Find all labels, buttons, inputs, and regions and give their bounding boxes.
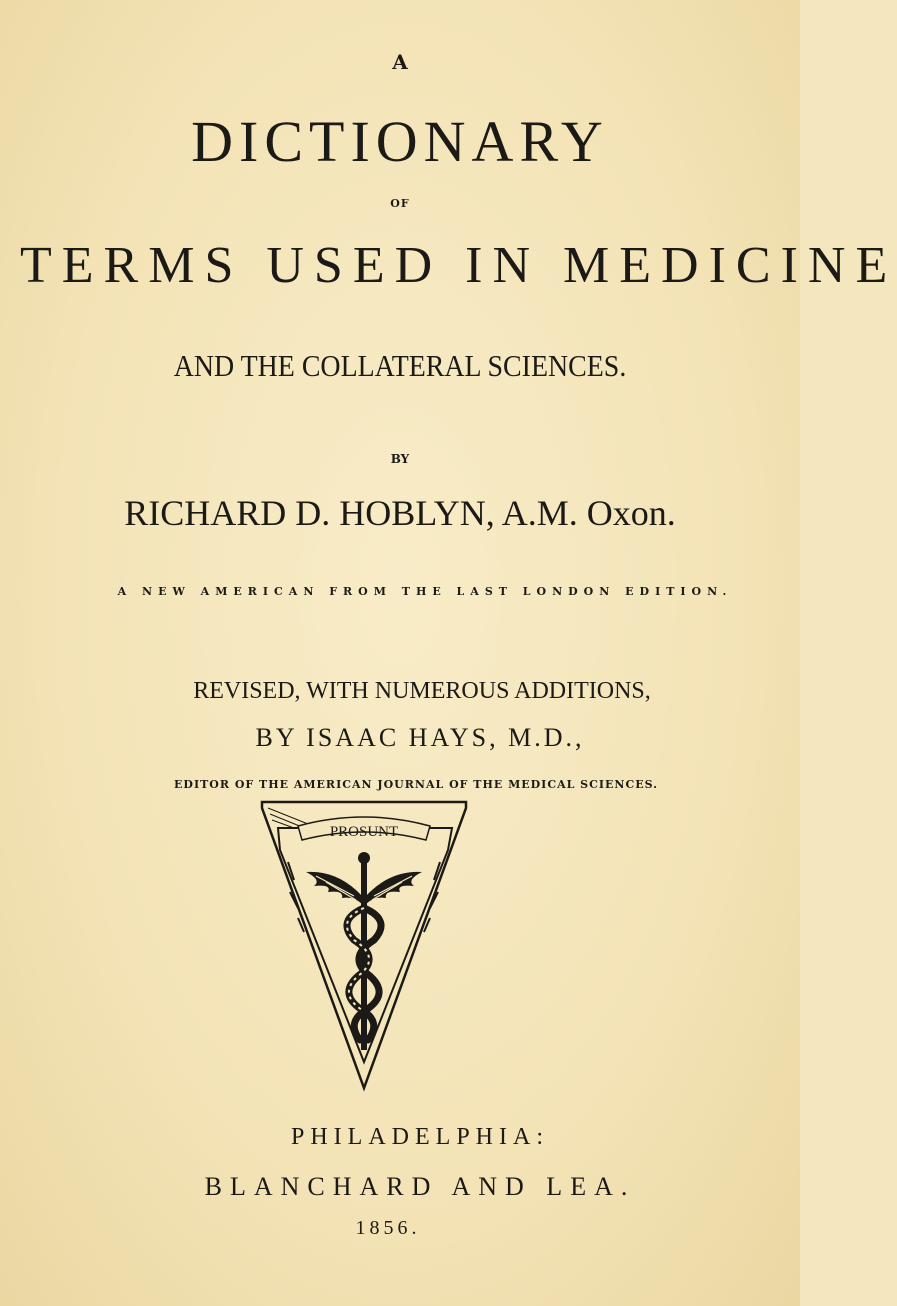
imprint-publisher: BLANCHARD AND LEA. [204, 1172, 636, 1201]
editor-name: BY ISAAC HAYS, M.D., [255, 723, 585, 752]
imprint-city: PHILADELPHIA: [291, 1124, 549, 1150]
publisher-emblem [258, 800, 470, 1090]
book-title: DICTIONARY [191, 109, 609, 174]
by-label: BY [390, 452, 410, 466]
edition-statement: A NEW AMERICAN FROM THE LAST LONDON EDITION. [117, 585, 733, 598]
editor-role: EDITOR OF THE AMERICAN JOURNAL OF THE MEDICAL SCIENCES. [174, 778, 658, 791]
book-subtitle-secondary: AND THE COLLATERAL SCIENCES. [173, 348, 627, 383]
title-article: A [392, 50, 408, 74]
imprint-year: 1856. [355, 1217, 421, 1239]
emblem-motto: PROSUNT [329, 824, 399, 840]
author-name: RICHARD D. HOBLYN, A.M. Oxon. [124, 493, 676, 533]
title-connector: OF [390, 197, 410, 210]
book-subtitle: TERMS USED IN MEDICINE [20, 237, 897, 294]
revision-statement: REVISED, WITH NUMEROUS ADDITIONS, [193, 678, 651, 704]
